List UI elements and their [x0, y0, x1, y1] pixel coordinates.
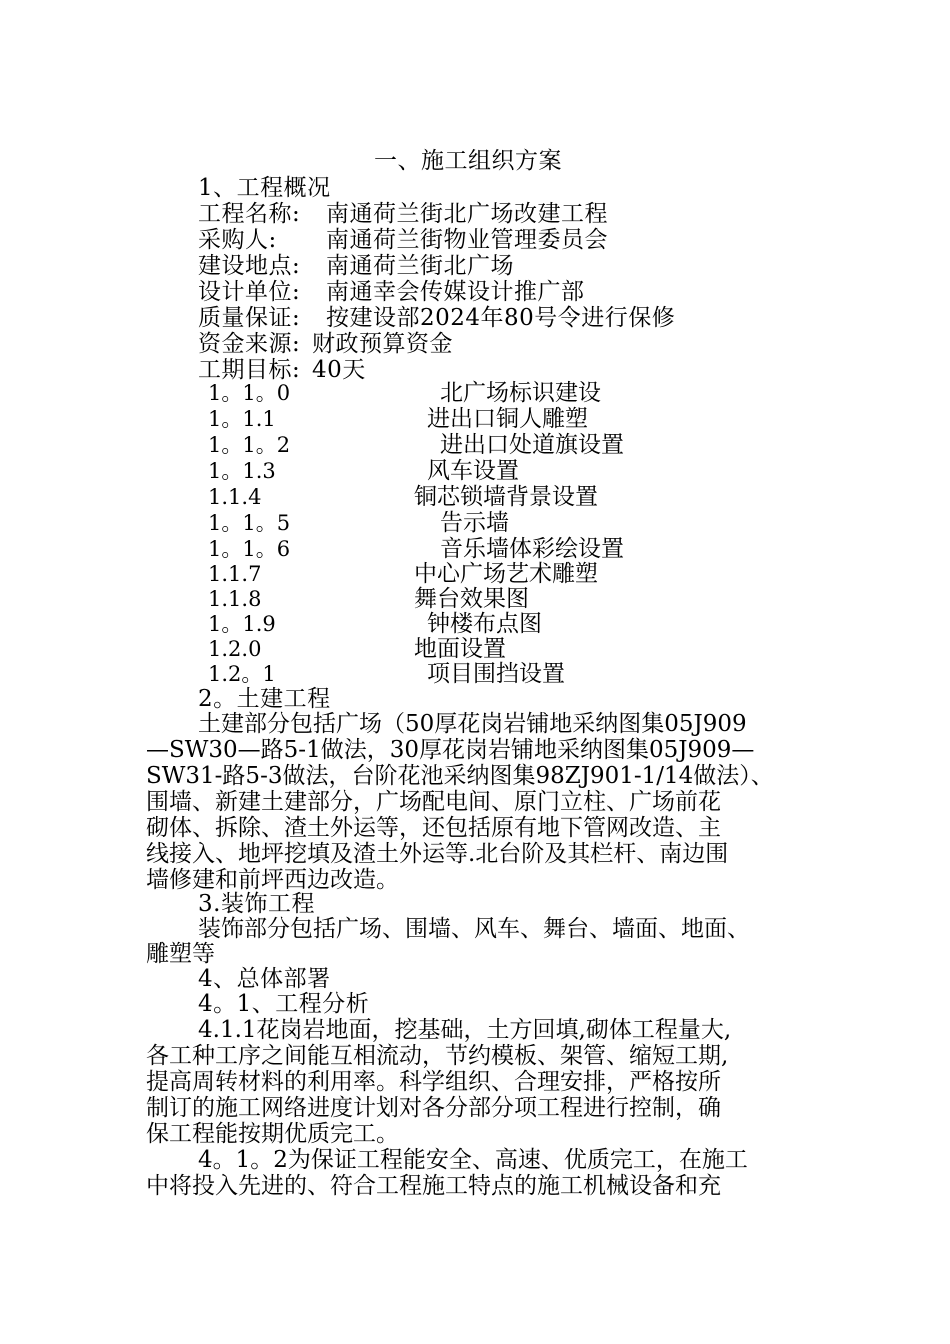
- field-quality-label: 质量保证:: [198, 305, 301, 331]
- analysis-line: 制订的施工网络进度计划对各分部分项工程进行控制，确: [146, 1095, 721, 1121]
- decoration-heading: 3.装饰工程: [198, 891, 315, 917]
- item-name: 告示墙: [440, 510, 509, 536]
- item-name: 舞台效果图: [414, 586, 529, 612]
- analysis-line: 4。1。2为保证工程能安全、高速、优质完工，在施工: [198, 1147, 748, 1173]
- item-name: 地面设置: [414, 636, 506, 662]
- field-purchaser-label: 采购人:: [198, 227, 277, 253]
- item-name: 项目围挡设置: [427, 661, 565, 687]
- item-number: 1。1。6: [208, 537, 291, 561]
- civil-line: SW31-路5-3做法，台阶花池采纳图集98ZJ901-1/14做法）、: [146, 763, 774, 789]
- analysis-heading: 4。1、工程分析: [198, 991, 370, 1017]
- item-number: 1.2.0: [208, 637, 262, 661]
- analysis-line: 各工种工序之间能互相流动，节约模板、架管、缩短工期,: [146, 1043, 729, 1069]
- item-number: 1。1.3: [208, 459, 276, 483]
- civil-line: —SW30—路5-1做法，30厚花岗岩铺地采纳图集05J909—: [146, 737, 755, 763]
- analysis-line: 保工程能按期优质完工。: [146, 1121, 399, 1147]
- item-name: 进出口处道旗设置: [440, 432, 624, 458]
- field-duration-value: 40天: [312, 357, 366, 383]
- field-designer-value: 南通幸会传媒设计推广部: [326, 279, 585, 305]
- field-designer-label: 设计单位:: [198, 279, 301, 305]
- analysis-line: 4.1.1花岗岩地面，挖基础，土方回填,砌体工程量大,: [198, 1017, 732, 1043]
- field-funding-value: 财政预算资金: [312, 331, 453, 357]
- item-number: 1.1.8: [208, 587, 262, 611]
- field-quality-value: 按建设部2024年80号令进行保修: [326, 305, 676, 331]
- civil-line: 墙修建和前坪西边改造。: [146, 867, 399, 893]
- field-location-label: 建设地点:: [198, 253, 301, 279]
- civil-line: 围墙、新建土建部分，广场配电间、原门立柱、广场前花: [146, 789, 721, 815]
- item-name: 音乐墙体彩绘设置: [440, 536, 624, 562]
- civil-line: 线接入、地坪挖填及渣土外运等.北台阶及其栏杆、南边围: [146, 841, 729, 867]
- item-number: 1。1.9: [208, 612, 276, 636]
- item-name: 钟楼布点图: [427, 611, 542, 637]
- item-name: 进出口铜人雕塑: [427, 406, 588, 432]
- item-number: 1.1.4: [208, 485, 262, 509]
- field-duration-label: 工期目标:: [198, 357, 301, 383]
- deployment-heading: 4、总体部署: [198, 966, 331, 992]
- item-name: 铜芯锁墙背景设置: [414, 484, 598, 510]
- field-purchaser-value: 南通荷兰街物业管理委员会: [326, 227, 608, 253]
- item-number: 1。1.1: [208, 407, 276, 431]
- item-name: 北广场标识建设: [440, 380, 601, 406]
- field-funding-label: 资金来源:: [198, 331, 301, 357]
- civil-line: 土建部分包括广场（50厚花岗岩铺地采纳图集05J909: [198, 711, 747, 737]
- overview-heading: 1、工程概况: [198, 175, 331, 201]
- field-location-value: 南通荷兰街北广场: [326, 253, 514, 279]
- item-number: 1。1。2: [208, 433, 291, 457]
- field-project-name-value: 南通荷兰街北广场改建工程: [326, 201, 608, 227]
- page-title: 一、施工组织方案: [374, 148, 562, 174]
- item-number: 1。1。0: [208, 381, 291, 405]
- item-name: 风车设置: [427, 458, 519, 484]
- civil-line: 砌体、拆除、渣土外运等，还包括原有地下管网改造、主: [146, 815, 721, 841]
- item-number: 1。1。5: [208, 511, 291, 535]
- field-project-name-label: 工程名称:: [198, 201, 301, 227]
- decoration-line: 装饰部分包括广场、围墙、风车、舞台、墙面、地面、: [198, 916, 750, 942]
- item-number: 1.2。1: [208, 662, 276, 686]
- analysis-line: 提高周转材料的利用率。科学组织、合理安排，严格按所: [146, 1069, 721, 1095]
- decoration-line: 雕塑等: [146, 941, 215, 967]
- item-number: 1.1.7: [208, 562, 262, 586]
- analysis-line: 中将投入先进的、符合工程施工特点的施工机械设备和充: [146, 1173, 721, 1199]
- civil-heading: 2。土建工程: [198, 686, 331, 712]
- item-name: 中心广场艺术雕塑: [414, 561, 598, 587]
